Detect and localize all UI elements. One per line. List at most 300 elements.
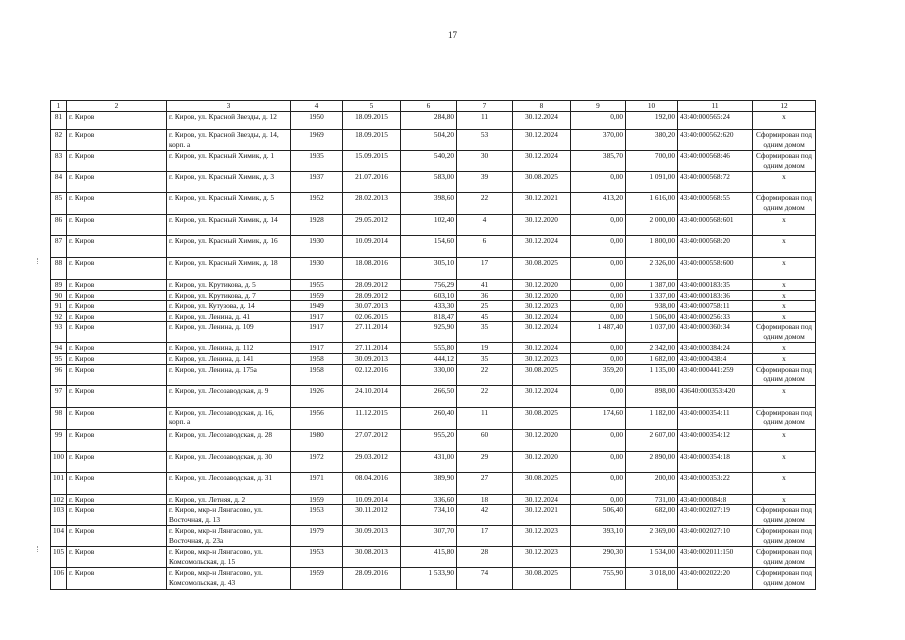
plot-area-cell: 1 534,00 [626, 547, 678, 568]
date-cell: 28.09.2016 [343, 568, 401, 590]
date-cell: 08.04.2016 [343, 472, 401, 494]
row-number-cell: 102 [51, 494, 67, 505]
land-area-cell: 506,40 [571, 505, 626, 526]
row-number-cell: 89 [51, 280, 67, 291]
land-area-cell: 0,00 [571, 343, 626, 354]
cadastral-number-cell: 43:40:000183:36 [678, 290, 753, 301]
address-cell: г. Киров, ул. Летняя, д. 2 [167, 494, 291, 505]
cadastral-number-cell: 43:40:002022:20 [678, 568, 753, 590]
municipality-cell: г. Киров [67, 236, 167, 258]
plot-area-cell: 1 506,00 [626, 311, 678, 322]
municipality-cell: г. Киров [67, 472, 167, 494]
address-cell: г. Киров, ул. Лесозаводская, д. 31 [167, 472, 291, 494]
cadastral-number-cell: 43:40:000568:55 [678, 193, 753, 215]
scan-artifact-mark [37, 546, 42, 552]
scan-artifact-mark [37, 258, 42, 264]
deadline-cell: 30.08.2025 [513, 472, 571, 494]
plot-area-cell: 898,00 [626, 385, 678, 407]
build-year-cell: 1955 [291, 280, 343, 291]
residents-cell: 30 [457, 151, 513, 172]
municipality-cell: г. Киров [67, 193, 167, 215]
area-cell: 307,70 [401, 526, 457, 547]
cadastral-number-cell: 43:40:000353:22 [678, 472, 753, 494]
row-number-cell: 94 [51, 343, 67, 354]
municipality-cell: г. Киров [67, 322, 167, 343]
row-number-cell: 104 [51, 526, 67, 547]
municipality-cell: г. Киров [67, 353, 167, 364]
table-row [51, 112, 816, 130]
date-cell: 30.11.2012 [343, 505, 401, 526]
table-row [51, 193, 816, 215]
cadastral-number-cell: 43:40:002027:10 [678, 526, 753, 547]
note-cell: x [753, 290, 816, 301]
residents-cell: 28 [457, 547, 513, 568]
row-number-cell: 84 [51, 172, 67, 193]
table-row [51, 505, 816, 526]
cadastral-number-cell: 43:40:000758:11 [678, 301, 753, 312]
row-number-cell: 82 [51, 130, 67, 151]
residents-cell: 22 [457, 364, 513, 385]
deadline-cell: 30.12.2024 [513, 494, 571, 505]
note-cell: Сформирован под одним домом [753, 407, 816, 429]
table-row [51, 151, 816, 172]
note-cell: Сформирован под одним домом [753, 568, 816, 590]
cadastral-number-cell: 43:40:000568:20 [678, 236, 753, 258]
residents-cell: 22 [457, 385, 513, 407]
build-year-cell: 1971 [291, 472, 343, 494]
table-row [51, 547, 816, 568]
date-cell: 21.07.2016 [343, 172, 401, 193]
date-cell: 15.09.2015 [343, 151, 401, 172]
municipality-cell: г. Киров [67, 151, 167, 172]
address-cell: г. Киров, ул. Лесозаводская, д. 16, корп. а [167, 407, 291, 429]
cadastral-number-cell: 43:40:000084:8 [678, 494, 753, 505]
deadline-cell: 30.12.2023 [513, 547, 571, 568]
table-row [51, 215, 816, 236]
address-cell: г. Киров, ул. Красной Звезды, д. 14, корп. а [167, 130, 291, 151]
address-cell: г. Киров, ул. Красный Химик, д. 16 [167, 236, 291, 258]
plot-area-cell: 1 182,00 [626, 407, 678, 429]
cadastral-number-cell: 43:40:000441:259 [678, 364, 753, 385]
build-year-cell: 1952 [291, 193, 343, 215]
residents-cell: 27 [457, 472, 513, 494]
land-area-cell: 0,00 [571, 112, 626, 130]
municipality-cell: г. Киров [67, 130, 167, 151]
column-number-cell: 10 [626, 101, 678, 112]
residents-cell: 11 [457, 407, 513, 429]
area-cell: 398,60 [401, 193, 457, 215]
land-area-cell: 0,00 [571, 215, 626, 236]
area-cell: 1 533,90 [401, 568, 457, 590]
area-cell: 154,60 [401, 236, 457, 258]
land-area-cell: 0,00 [571, 258, 626, 280]
area-cell: 818,47 [401, 311, 457, 322]
table-row [51, 258, 816, 280]
land-area-cell: 755,90 [571, 568, 626, 590]
deadline-cell: 30.12.2024 [513, 151, 571, 172]
deadline-cell: 30.08.2025 [513, 407, 571, 429]
note-cell: x [753, 385, 816, 407]
residents-cell: 19 [457, 343, 513, 354]
residents-cell: 74 [457, 568, 513, 590]
row-number-cell: 98 [51, 407, 67, 429]
deadline-cell: 30.12.2021 [513, 193, 571, 215]
municipality-cell: г. Киров [67, 429, 167, 451]
table-row [51, 494, 816, 505]
date-cell: 10.09.2014 [343, 236, 401, 258]
address-cell: г. Киров, ул. Крутикова, д. 5 [167, 280, 291, 291]
municipality-cell: г. Киров [67, 172, 167, 193]
deadline-cell: 30.12.2023 [513, 526, 571, 547]
land-area-cell: 174,60 [571, 407, 626, 429]
note-cell: x [753, 353, 816, 364]
row-number-cell: 92 [51, 311, 67, 322]
municipality-cell: г. Киров [67, 494, 167, 505]
cadastral-number-cell: 43:40:000558:600 [678, 258, 753, 280]
plot-area-cell: 682,00 [626, 505, 678, 526]
row-number-cell: 100 [51, 451, 67, 472]
deadline-cell: 30.12.2020 [513, 451, 571, 472]
municipality-cell: г. Киров [67, 311, 167, 322]
address-cell: г. Киров, ул. Лесозаводская, д. 30 [167, 451, 291, 472]
land-area-cell: 1 487,40 [571, 322, 626, 343]
plot-area-cell: 3 018,00 [626, 568, 678, 590]
row-number-cell: 88 [51, 258, 67, 280]
plot-area-cell: 2 326,00 [626, 258, 678, 280]
municipality-cell: г. Киров [67, 385, 167, 407]
plot-area-cell: 2 000,00 [626, 215, 678, 236]
residents-cell: 22 [457, 193, 513, 215]
municipality-cell: г. Киров [67, 364, 167, 385]
build-year-cell: 1953 [291, 505, 343, 526]
residents-cell: 17 [457, 258, 513, 280]
plot-area-cell: 938,00 [626, 301, 678, 312]
residents-cell: 35 [457, 322, 513, 343]
note-cell: x [753, 280, 816, 291]
residents-cell: 42 [457, 505, 513, 526]
table-row [51, 311, 816, 322]
row-number-cell: 91 [51, 301, 67, 312]
residents-cell: 25 [457, 301, 513, 312]
column-number-cell: 8 [513, 101, 571, 112]
date-cell: 30.09.2013 [343, 526, 401, 547]
table-row [51, 364, 816, 385]
area-cell: 284,80 [401, 112, 457, 130]
build-year-cell: 1949 [291, 301, 343, 312]
date-cell: 18.08.2016 [343, 258, 401, 280]
cadastral-number-cell: 43640:000353:420 [678, 385, 753, 407]
cadastral-number-cell: 43:40:000354:11 [678, 407, 753, 429]
municipality-cell: г. Киров [67, 547, 167, 568]
table-row [51, 472, 816, 494]
date-cell: 28.09.2012 [343, 280, 401, 291]
row-number-cell: 81 [51, 112, 67, 130]
table-row [51, 526, 816, 547]
table-row [51, 451, 816, 472]
municipality-cell: г. Киров [67, 215, 167, 236]
address-cell: г. Киров, ул. Лесозаводская, д. 9 [167, 385, 291, 407]
row-number-cell: 105 [51, 547, 67, 568]
cadastral-number-cell: 43:40:000354:12 [678, 429, 753, 451]
build-year-cell: 1937 [291, 172, 343, 193]
column-number-cell: 2 [67, 101, 167, 112]
area-cell: 336,60 [401, 494, 457, 505]
address-cell: г. Киров, мкр-н Лянгасово, ул. Комсомольская, д. 15 [167, 547, 291, 568]
plot-area-cell: 2 890,00 [626, 451, 678, 472]
build-year-cell: 1959 [291, 290, 343, 301]
row-number-cell: 83 [51, 151, 67, 172]
plot-area-cell: 1 387,00 [626, 280, 678, 291]
date-cell: 02.06.2015 [343, 311, 401, 322]
deadline-cell: 30.08.2025 [513, 258, 571, 280]
address-cell: г. Киров, ул. Красный Химик, д. 1 [167, 151, 291, 172]
plot-area-cell: 1 135,00 [626, 364, 678, 385]
note-cell: Сформирован под одним домом [753, 193, 816, 215]
address-cell: г. Киров, ул. Красный Химик, д. 18 [167, 258, 291, 280]
plot-area-cell: 1 800,00 [626, 236, 678, 258]
land-area-cell: 0,00 [571, 236, 626, 258]
residents-cell: 35 [457, 353, 513, 364]
cadastral-number-cell: 43:40:000354:18 [678, 451, 753, 472]
area-cell: 955,20 [401, 429, 457, 451]
date-cell: 30.07.2013 [343, 301, 401, 312]
table-row [51, 353, 816, 364]
plot-area-cell: 731,00 [626, 494, 678, 505]
residents-cell: 45 [457, 311, 513, 322]
municipality-cell: г. Киров [67, 451, 167, 472]
municipality-cell: г. Киров [67, 407, 167, 429]
column-number-cell: 4 [291, 101, 343, 112]
area-cell: 504,20 [401, 130, 457, 151]
land-area-cell: 0,00 [571, 311, 626, 322]
address-cell: г. Киров, ул. Ленина, д. 41 [167, 311, 291, 322]
table-row [51, 301, 816, 312]
note-cell: Сформирован под одним домом [753, 547, 816, 568]
deadline-cell: 30.08.2025 [513, 364, 571, 385]
date-cell: 11.12.2015 [343, 407, 401, 429]
residents-cell: 53 [457, 130, 513, 151]
column-number-cell: 12 [753, 101, 816, 112]
area-cell: 389,90 [401, 472, 457, 494]
residents-cell: 29 [457, 451, 513, 472]
land-area-cell: 0,00 [571, 353, 626, 364]
date-cell: 28.09.2012 [343, 290, 401, 301]
plot-area-cell: 2 369,00 [626, 526, 678, 547]
date-cell: 30.09.2013 [343, 353, 401, 364]
address-cell: г. Киров, мкр-н Лянгасово, ул. Восточная, д. 13 [167, 505, 291, 526]
deadline-cell: 30.12.2020 [513, 215, 571, 236]
cadastral-number-cell: 43:40:002011:150 [678, 547, 753, 568]
municipality-cell: г. Киров [67, 301, 167, 312]
note-cell: x [753, 343, 816, 354]
table-row [51, 429, 816, 451]
deadline-cell: 30.12.2024 [513, 343, 571, 354]
area-cell: 734,10 [401, 505, 457, 526]
row-number-cell: 101 [51, 472, 67, 494]
date-cell: 18.09.2015 [343, 112, 401, 130]
municipality-cell: г. Киров [67, 343, 167, 354]
plot-area-cell: 2 607,00 [626, 429, 678, 451]
residents-cell: 39 [457, 172, 513, 193]
residents-cell: 17 [457, 526, 513, 547]
area-cell: 266,50 [401, 385, 457, 407]
build-year-cell: 1930 [291, 236, 343, 258]
plot-area-cell: 192,00 [626, 112, 678, 130]
plot-area-cell: 1 037,00 [626, 322, 678, 343]
area-cell: 603,10 [401, 290, 457, 301]
build-year-cell: 1950 [291, 112, 343, 130]
note-cell: Сформирован под одним домом [753, 364, 816, 385]
build-year-cell: 1958 [291, 353, 343, 364]
build-year-cell: 1917 [291, 343, 343, 354]
note-cell: x [753, 494, 816, 505]
land-area-cell: 0,00 [571, 472, 626, 494]
cadastral-number-cell: 43:40:000568:72 [678, 172, 753, 193]
note-cell: x [753, 472, 816, 494]
column-number-cell: 7 [457, 101, 513, 112]
note-cell: x [753, 112, 816, 130]
land-area-cell: 413,20 [571, 193, 626, 215]
date-cell: 10.09.2014 [343, 494, 401, 505]
land-area-cell: 359,20 [571, 364, 626, 385]
build-year-cell: 1926 [291, 385, 343, 407]
municipality-cell: г. Киров [67, 280, 167, 291]
land-area-cell: 0,00 [571, 290, 626, 301]
land-area-cell: 0,00 [571, 172, 626, 193]
date-cell: 27.07.2012 [343, 429, 401, 451]
cadastral-number-cell: 43:40:000360:34 [678, 322, 753, 343]
address-cell: г. Киров, мкр-н Лянгасово, ул. Комсомольская, д. 43 [167, 568, 291, 590]
residents-cell: 18 [457, 494, 513, 505]
row-number-cell: 90 [51, 290, 67, 301]
build-year-cell: 1928 [291, 215, 343, 236]
address-cell: г. Киров, ул. Ленина, д. 112 [167, 343, 291, 354]
table-row [51, 568, 816, 590]
table-row [51, 172, 816, 193]
row-number-cell: 95 [51, 353, 67, 364]
date-cell: 18.09.2015 [343, 130, 401, 151]
residents-cell: 11 [457, 112, 513, 130]
area-cell: 305,10 [401, 258, 457, 280]
address-cell: г. Киров, ул. Ленина, д. 175а [167, 364, 291, 385]
cadastral-number-cell: 43:40:000568:46 [678, 151, 753, 172]
address-cell: г. Киров, ул. Ленина, д. 109 [167, 322, 291, 343]
area-cell: 102,40 [401, 215, 457, 236]
table-row [51, 385, 816, 407]
date-cell: 30.08.2013 [343, 547, 401, 568]
address-cell: г. Киров, ул. Кутузова, д. 14 [167, 301, 291, 312]
area-cell: 444,12 [401, 353, 457, 364]
land-area-cell: 0,00 [571, 385, 626, 407]
table-row [51, 407, 816, 429]
deadline-cell: 30.12.2024 [513, 130, 571, 151]
date-cell: 24.10.2014 [343, 385, 401, 407]
build-year-cell: 1959 [291, 568, 343, 590]
build-year-cell: 1958 [291, 364, 343, 385]
area-cell: 415,80 [401, 547, 457, 568]
residents-cell: 60 [457, 429, 513, 451]
land-area-cell: 0,00 [571, 280, 626, 291]
deadline-cell: 30.08.2025 [513, 172, 571, 193]
note-cell: x [753, 311, 816, 322]
area-cell: 330,00 [401, 364, 457, 385]
residents-cell: 6 [457, 236, 513, 258]
note-cell: Сформирован под одним домом [753, 526, 816, 547]
cadastral-number-cell: 43:40:000384:24 [678, 343, 753, 354]
cadastral-number-cell: 43:40:000183:35 [678, 280, 753, 291]
area-cell: 583,00 [401, 172, 457, 193]
column-numbers-row [51, 101, 816, 112]
land-area-cell: 0,00 [571, 301, 626, 312]
address-cell: г. Киров, ул. Лесозаводская, д. 28 [167, 429, 291, 451]
residents-cell: 41 [457, 280, 513, 291]
deadline-cell: 30.12.2024 [513, 236, 571, 258]
plot-area-cell: 1 616,00 [626, 193, 678, 215]
address-cell: г. Киров, ул. Красный Химик, д. 5 [167, 193, 291, 215]
municipality-cell: г. Киров [67, 526, 167, 547]
column-number-cell: 1 [51, 101, 67, 112]
build-year-cell: 1930 [291, 258, 343, 280]
build-year-cell: 1953 [291, 547, 343, 568]
deadline-cell: 30.08.2025 [513, 568, 571, 590]
plot-area-cell: 2 342,00 [626, 343, 678, 354]
municipality-cell: г. Киров [67, 505, 167, 526]
date-cell: 28.02.2013 [343, 193, 401, 215]
cadastral-number-cell: 43:40:000438:4 [678, 353, 753, 364]
table-row [51, 322, 816, 343]
land-area-cell: 290,30 [571, 547, 626, 568]
note-cell: Сформирован под одним домом [753, 505, 816, 526]
note-cell: x [753, 429, 816, 451]
note-cell: x [753, 301, 816, 312]
page-number: 17 [448, 30, 457, 40]
address-cell: г. Киров, мкр-н Лянгасово, ул. Восточная, д. 23а [167, 526, 291, 547]
land-area-cell: 0,00 [571, 494, 626, 505]
municipality-cell: г. Киров [67, 112, 167, 130]
address-cell: г. Киров, ул. Красный Химик, д. 14 [167, 215, 291, 236]
deadline-cell: 30.12.2023 [513, 353, 571, 364]
area-cell: 260,40 [401, 407, 457, 429]
build-year-cell: 1917 [291, 311, 343, 322]
plot-area-cell: 1 337,00 [626, 290, 678, 301]
cadastral-number-cell: 43:40:000568:601 [678, 215, 753, 236]
address-cell: г. Киров, ул. Ленина, д. 141 [167, 353, 291, 364]
row-number-cell: 97 [51, 385, 67, 407]
note-cell: x [753, 172, 816, 193]
build-year-cell: 1972 [291, 451, 343, 472]
residents-cell: 36 [457, 290, 513, 301]
land-area-cell: 0,00 [571, 451, 626, 472]
plot-area-cell: 700,00 [626, 151, 678, 172]
land-area-cell: 385,70 [571, 151, 626, 172]
deadline-cell: 30.12.2023 [513, 301, 571, 312]
area-cell: 431,00 [401, 451, 457, 472]
municipality-cell: г. Киров [67, 290, 167, 301]
row-number-cell: 87 [51, 236, 67, 258]
row-number-cell: 93 [51, 322, 67, 343]
note-cell: x [753, 215, 816, 236]
note-cell: Сформирован под одним домом [753, 151, 816, 172]
row-number-cell: 85 [51, 193, 67, 215]
cadastral-number-cell: 43:40:002027:19 [678, 505, 753, 526]
build-year-cell: 1917 [291, 322, 343, 343]
date-cell: 27.11.2014 [343, 322, 401, 343]
address-cell: г. Киров, ул. Красный Химик, д. 3 [167, 172, 291, 193]
deadline-cell: 30.12.2020 [513, 290, 571, 301]
municipality-cell: г. Киров [67, 568, 167, 590]
table-row [51, 280, 816, 291]
build-year-cell: 1979 [291, 526, 343, 547]
